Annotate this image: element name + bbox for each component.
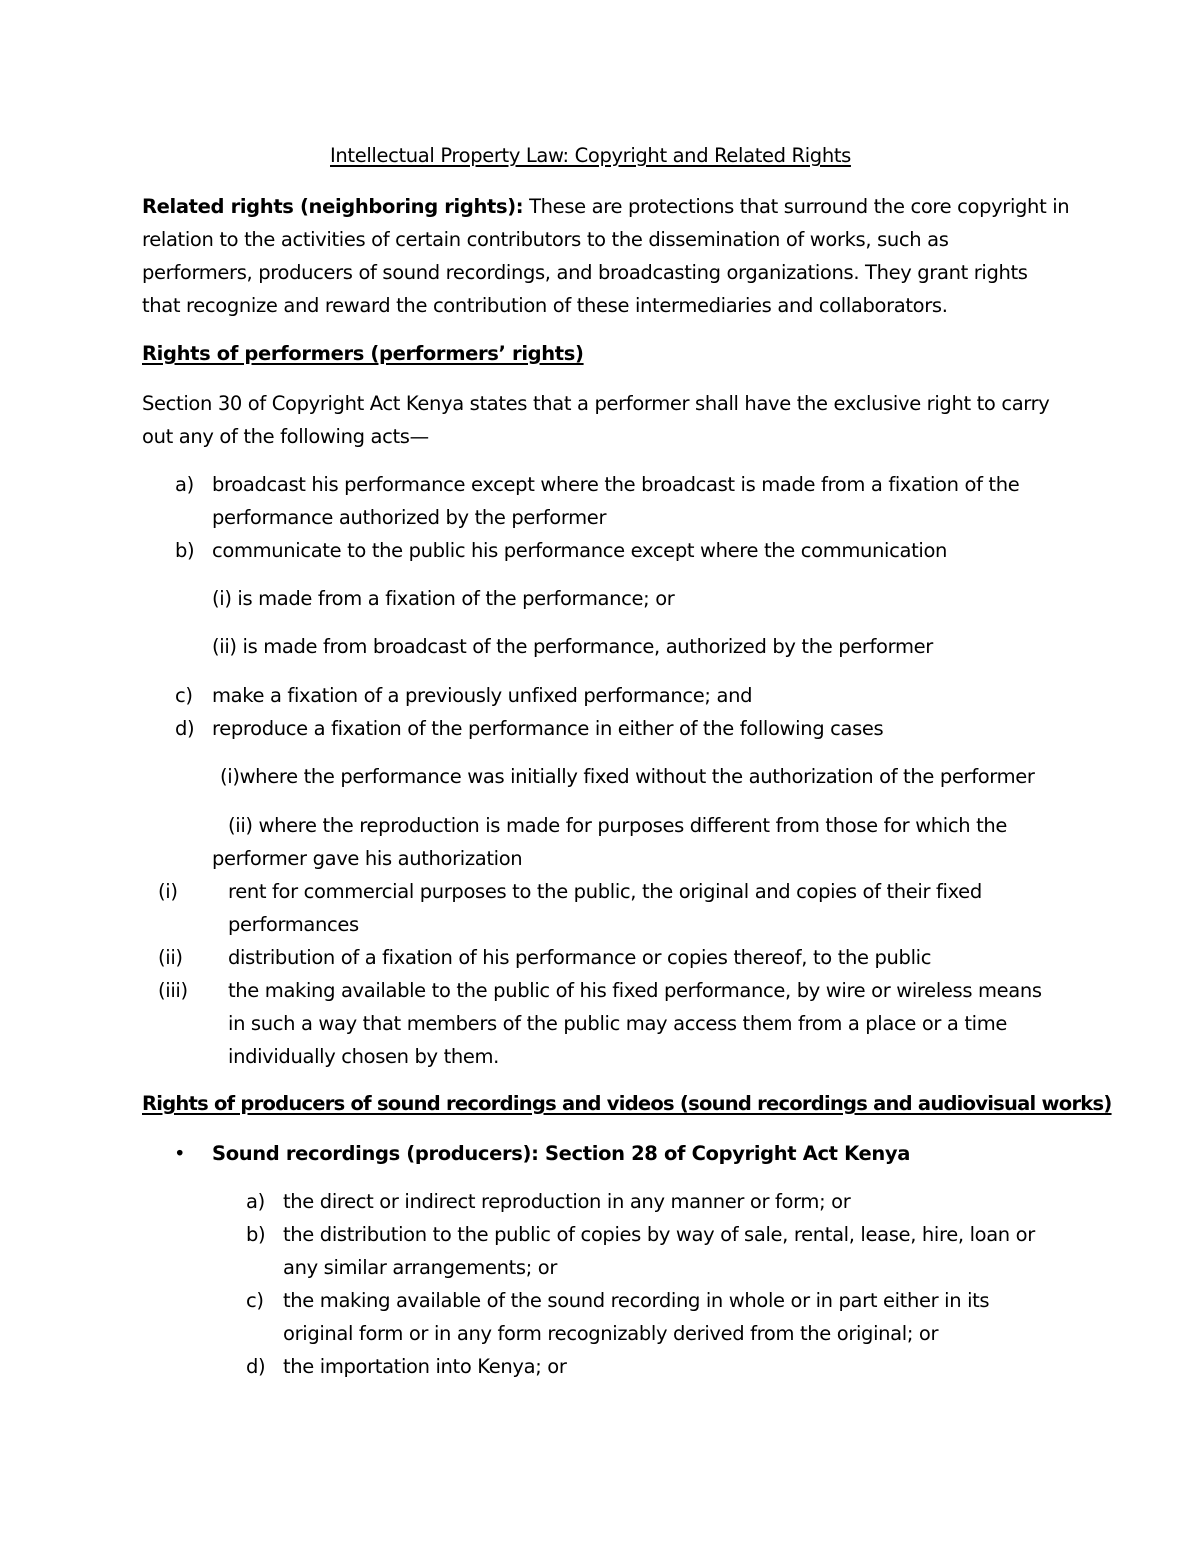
- perf-item-d-line-1: reproduce a fixation of the performance in either of the following cases: [212, 717, 884, 740]
- perf-item-b-sub-2: (ii) is made from broadcast of the performance, authorized by the performer: [212, 635, 933, 658]
- intro-paragraph-line-1: [142, 197, 1069, 217]
- prod-item-d-line-1: the importation into Kenya; or: [283, 1355, 567, 1378]
- perf-item-a-line-1: broadcast his performance except where the broadcast is made from a fixation of the: [212, 473, 1020, 496]
- sound-recordings-bullet: Sound recordings (producers): Section 28 of Copyright Act Kenya: [212, 1142, 911, 1165]
- perf-roman-1-line-2: performances: [228, 913, 359, 936]
- perf-roman-3-line-2: in such a way that members of the public may access them from a place or a time: [228, 1012, 1008, 1035]
- prod-item-c-line-2: original form or in any form recognizably derived from the original; or: [283, 1322, 939, 1345]
- perf-item-b-sub-1: (i) is made from a fixation of the performance; or: [212, 587, 675, 610]
- perf-item-c-line-1: make a fixation of a previously unfixed performance; and: [212, 684, 753, 707]
- section-30-line-2: out any of the following acts—: [142, 425, 429, 448]
- perf-item-d-sub-1: (i)where the performance was initially fixed without the authorization of the performer: [220, 765, 1035, 788]
- perf-roman-3-line-3: individually chosen by them.: [228, 1045, 500, 1068]
- perf-item-d-sub-2-line-1: (ii) where the reproduction is made for purposes different from those for which the: [228, 814, 1008, 837]
- list-label-a: a): [175, 473, 194, 496]
- producers-heading: Rights of producers of sound recordings and videos (sound recordings and audiovisual works): [142, 1092, 1112, 1115]
- intro-paragraph-line-3: performers, producers of sound recordings, and broadcasting organizations. They grant rights: [142, 261, 1028, 284]
- prod-item-a-line-1: the direct or indirect reproduction in any manner or form; or: [283, 1190, 851, 1213]
- bullet-icon: •: [174, 1142, 186, 1165]
- prod-label-d: d): [246, 1355, 266, 1378]
- list-label-d: d): [175, 717, 195, 740]
- prod-label-c: c): [246, 1289, 264, 1312]
- list-label-c: c): [175, 684, 193, 707]
- prod-item-b-line-1: the distribution to the public of copies by way of sale, rental, lease, hire, loan or: [283, 1223, 1035, 1246]
- prod-item-b-line-2: any similar arrangements; or: [283, 1256, 558, 1279]
- perf-roman-2-line-1: distribution of a fixation of his performance or copies thereof, to the public: [228, 946, 932, 969]
- perf-item-a-line-2: performance authorized by the performer: [212, 506, 607, 529]
- list-label-roman-2: (ii): [158, 946, 183, 969]
- perf-roman-1-line-1: rent for commercial purposes to the public, the original and copies of their fixed: [228, 880, 982, 903]
- document-title: Intellectual Property Law: Copyright and Related Rights: [330, 144, 851, 167]
- intro-text: These are protections that surround the core copyright in: [529, 195, 1070, 218]
- prod-label-b: b): [246, 1223, 266, 1246]
- intro-term: Related rights (neighboring rights):: [142, 195, 524, 218]
- performers-heading: Rights of performers (performers’ rights): [142, 342, 584, 365]
- list-label-roman-1: (i): [158, 880, 178, 903]
- section-30-line-1: Section 30 of Copyright Act Kenya states that a performer shall have the exclusive right to carry: [142, 392, 1050, 415]
- perf-roman-3-line-1: the making available to the public of his fixed performance, by wire or wireless means: [228, 979, 1042, 1002]
- prod-item-c-line-1: the making available of the sound recording in whole or in part either in its: [283, 1289, 990, 1312]
- perf-item-d-sub-2-line-2: performer gave his authorization: [212, 847, 523, 870]
- list-label-b: b): [175, 539, 195, 562]
- intro-paragraph-line-2: relation to the activities of certain contributors to the dissemination of works, such as: [142, 228, 949, 251]
- intro-paragraph-line-4: that recognize and reward the contribution of these intermediaries and collaborators.: [142, 294, 948, 317]
- prod-label-a: a): [246, 1190, 265, 1213]
- perf-item-b-line-1: communicate to the public his performance except where the communication: [212, 539, 948, 562]
- list-label-roman-3: (iii): [158, 979, 188, 1002]
